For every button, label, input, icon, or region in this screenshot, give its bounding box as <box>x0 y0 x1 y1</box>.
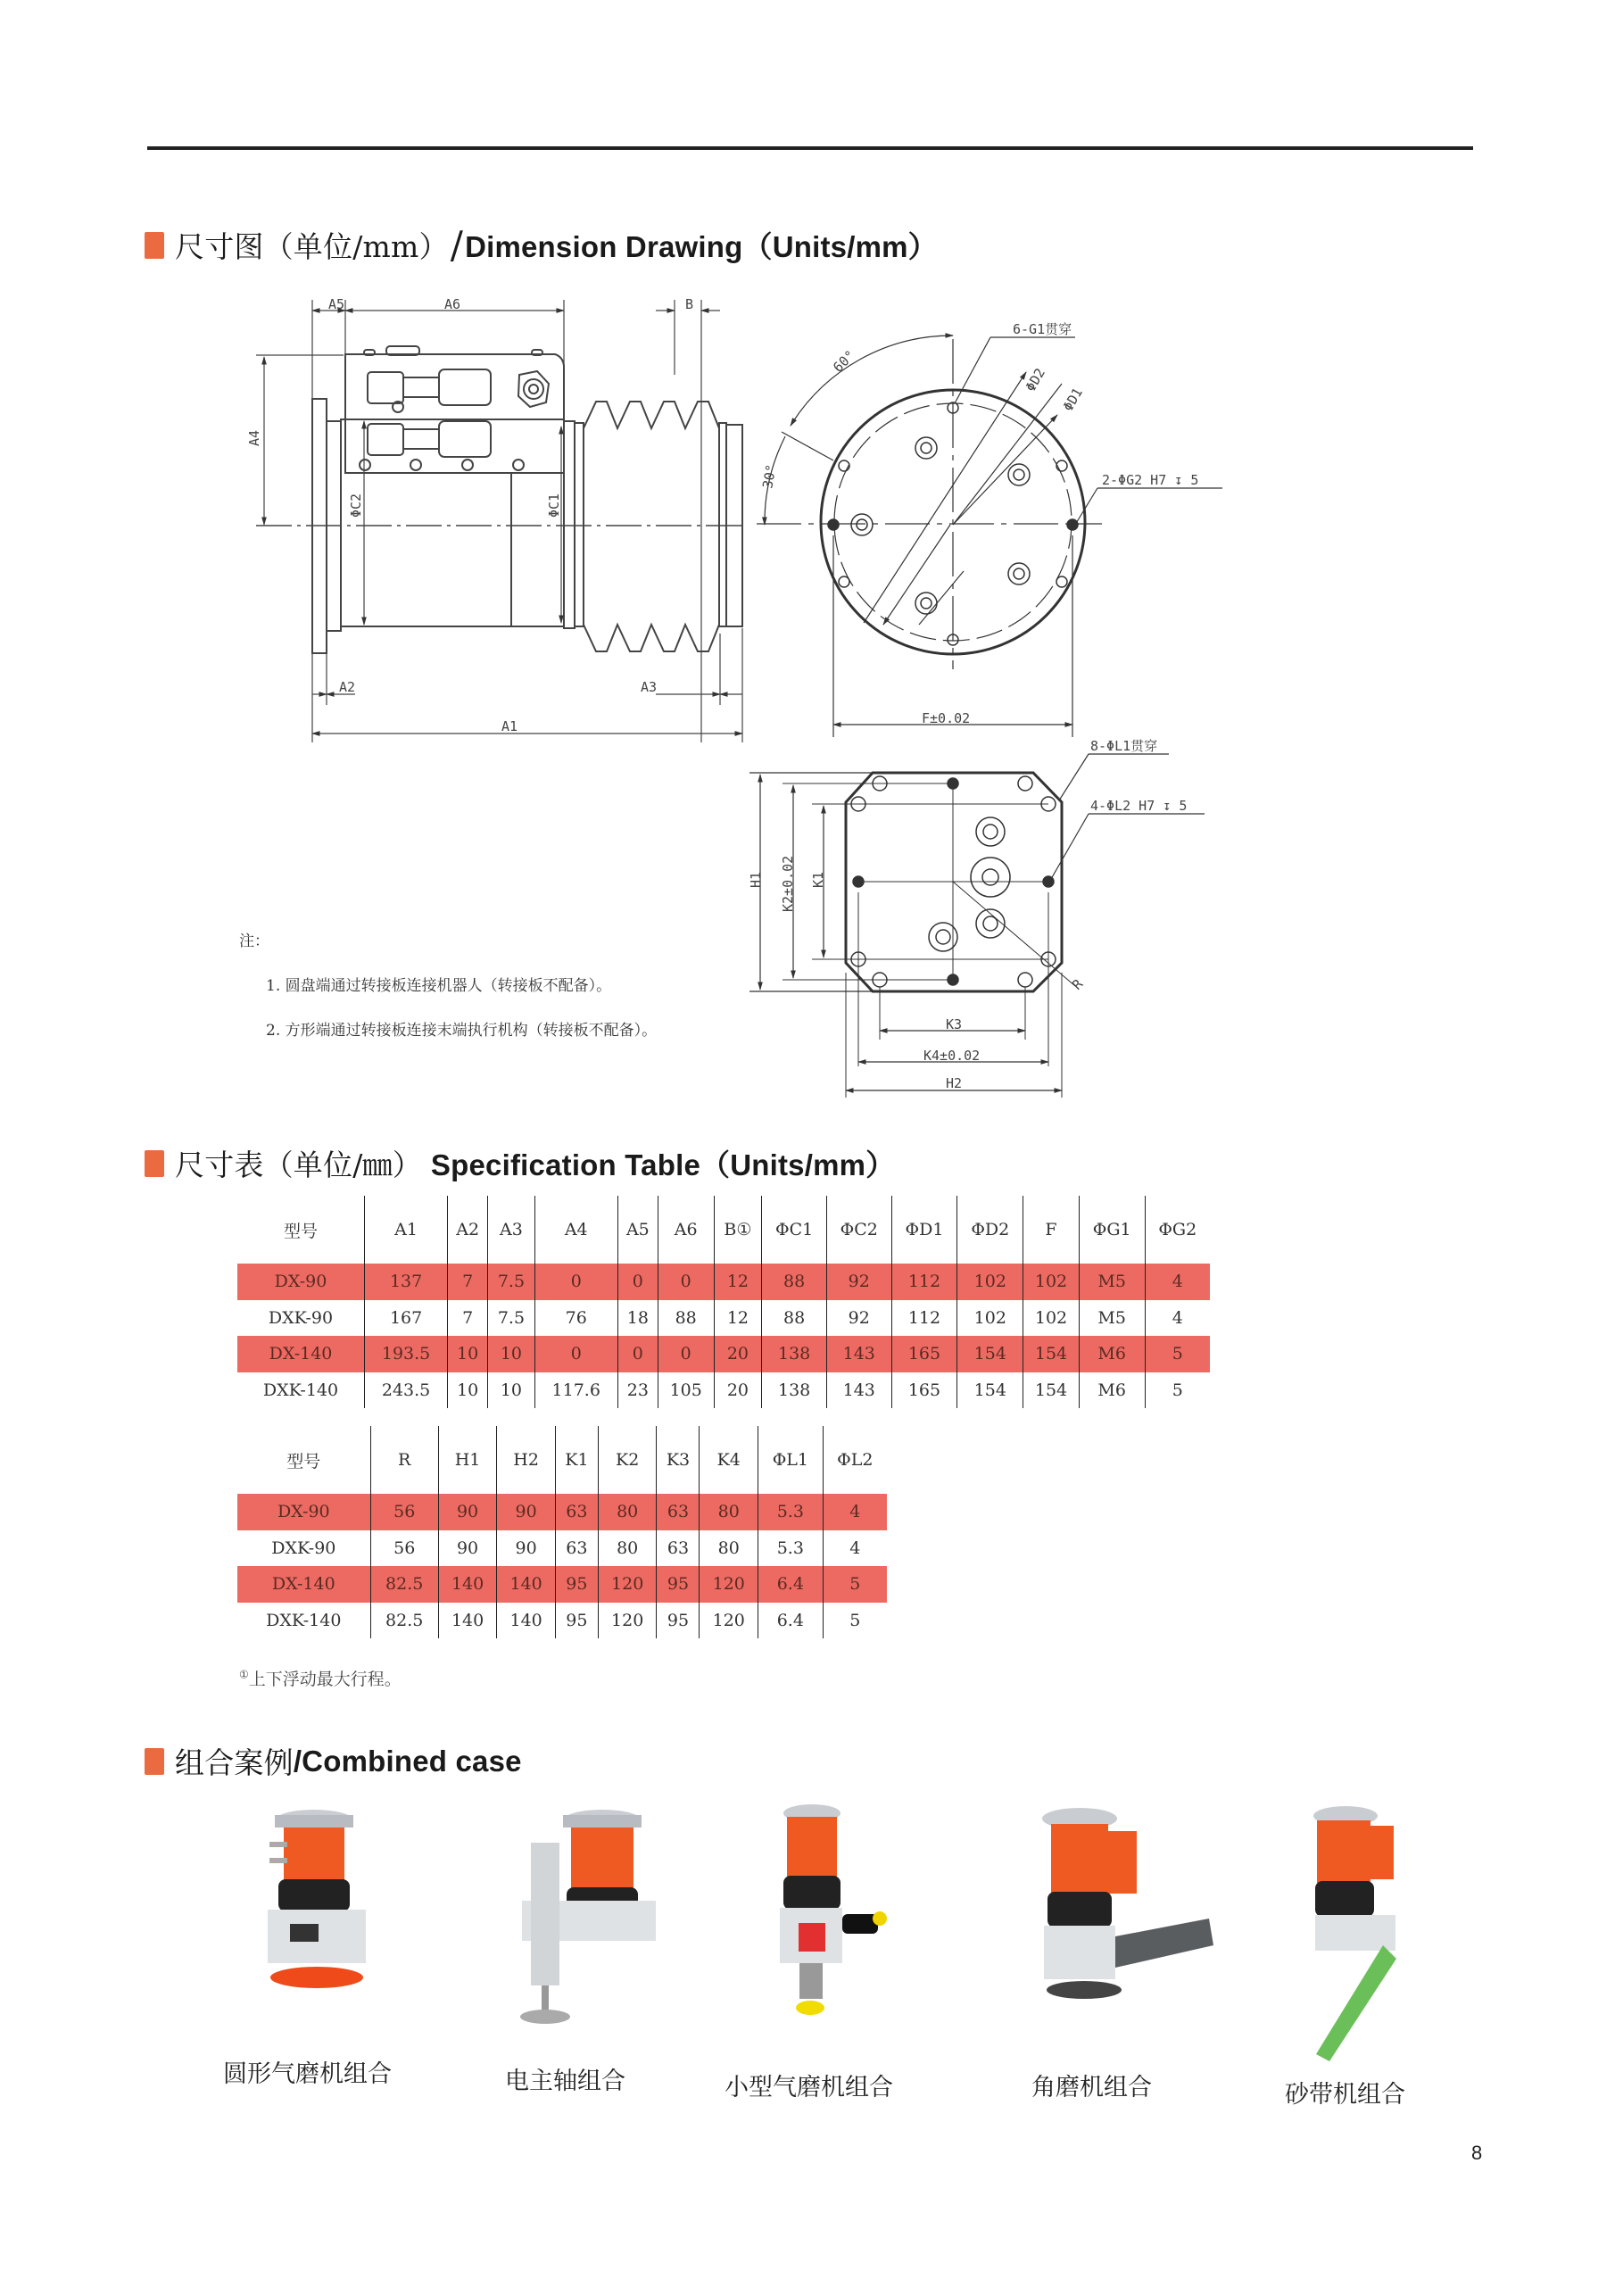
table-row: DX-140 193.5 10 10 0 0 0 20 138 143 165 154 154 M6 5 <box>237 1336 1210 1372</box>
table-row: DX-90 56 90 90 63 80 63 80 5.3 4 <box>237 1494 887 1530</box>
case-label: 角磨机组合 <box>1031 2074 1152 2101</box>
table-header-row <box>237 1426 887 1494</box>
svg-text:A4: A4 <box>246 429 262 446</box>
svg-text:A5: A5 <box>328 296 345 312</box>
svg-text:K3: K3 <box>946 1016 963 1032</box>
svg-text:A1: A1 <box>501 718 518 734</box>
notes-title: 注： <box>239 932 269 950</box>
note-item: 2. 方形端通过转接板连接末端执行机构（转接板不配备）。 <box>266 1022 658 1040</box>
table-header: ΦL2 <box>823 1426 887 1494</box>
svg-text:4-ΦL2 H7 ↧ 5: 4-ΦL2 H7 ↧ 5 <box>1090 798 1188 814</box>
case-label: 小型气磨机组合 <box>725 2074 893 2101</box>
table-header: F <box>1023 1196 1080 1264</box>
table-header: A6 <box>658 1196 714 1264</box>
svg-text:A6: A6 <box>444 296 461 312</box>
electric-spindle-combo-icon <box>520 1810 656 2024</box>
note-item: 1. 圆盘端通过转接板连接机器人（转接板不配备）。 <box>266 977 612 995</box>
case-label: 圆形气磨机组合 <box>223 2060 392 2088</box>
svg-text:K4±0.02: K4±0.02 <box>923 1048 981 1064</box>
table-row: DXK-140 243.5 10 10 117.6 23 105 20 138 143 165 154 154 M6 5 <box>237 1372 1210 1409</box>
table-header: H1 <box>438 1426 497 1494</box>
table-header: H2 <box>497 1426 556 1494</box>
small-air-grinder-combo-icon <box>780 1804 887 2015</box>
table-row: DXK-90 56 90 90 63 80 63 80 5.3 4 <box>237 1530 887 1567</box>
svg-text:K1: K1 <box>810 871 826 888</box>
table-row: DX-140 82.5 140 140 95 120 95 120 6.4 5 <box>237 1566 887 1603</box>
section-title-spec: 尺寸表（单位/㎜） Specification Table（Units/mm） <box>145 1142 895 1184</box>
svg-text:8-ΦL1贯穿: 8-ΦL1贯穿 <box>1090 738 1158 754</box>
table-header: R <box>370 1426 438 1494</box>
svg-text:30°: 30° <box>759 462 780 490</box>
round-flange-view <box>757 336 1222 737</box>
svg-text:ΦD1: ΦD1 <box>1059 385 1087 414</box>
svg-text:F±0.02: F±0.02 <box>922 710 971 726</box>
spec-table-1 <box>237 1196 1210 1408</box>
table-header: K4 <box>700 1426 758 1494</box>
table-header: K1 <box>555 1426 598 1494</box>
svg-text:ΦD2: ΦD2 <box>1022 365 1049 394</box>
table-header: ΦD2 <box>957 1196 1023 1264</box>
table-header: K3 <box>657 1426 700 1494</box>
table-header: ΦD1 <box>891 1196 957 1264</box>
table-header: 型号 <box>283 1221 318 1241</box>
table-header: ΦC2 <box>826 1196 891 1264</box>
svg-text:60°: 60° <box>830 346 858 376</box>
section-marker <box>145 1748 164 1775</box>
section-marker <box>145 1150 164 1177</box>
angle-grinder-combo-icon <box>1042 1808 1213 1999</box>
table-row: DX-90 137 7 7.5 0 0 0 12 88 92 112 102 102 M5 4 <box>237 1264 1210 1300</box>
svg-text:ΦC2: ΦC2 <box>348 493 364 518</box>
table-header: K2 <box>598 1426 657 1494</box>
page-number: 8 <box>1471 2142 1483 2164</box>
table-header: A2 <box>448 1196 488 1264</box>
table-header: B① <box>714 1196 762 1264</box>
svg-text:2-ΦG2 H7 ↧ 5: 2-ΦG2 H7 ↧ 5 <box>1102 472 1199 488</box>
svg-text:R: R <box>1069 975 1087 993</box>
case-label: 砂带机组合 <box>1285 2081 1405 2109</box>
table-header-row <box>237 1196 1210 1264</box>
table-header: A3 <box>488 1196 534 1264</box>
section-title-combined: 组合案例 /Combined case <box>145 1740 522 1782</box>
table-header: A4 <box>534 1196 617 1264</box>
svg-text:K2±0.02: K2±0.02 <box>780 855 796 912</box>
round-air-grinder-combo-icon <box>268 1810 366 1988</box>
svg-text:H2: H2 <box>946 1075 963 1091</box>
belt-sander-combo-icon <box>1313 1806 1396 2061</box>
table-row: DXK-140 82.5 140 140 95 120 95 120 6.4 5 <box>237 1603 887 1639</box>
table-footnote: ①上下浮动最大行程。 <box>239 1668 402 1689</box>
table-row: DXK-90 167 7 7.5 76 18 88 12 88 92 112 102 102 M5 4 <box>237 1300 1210 1337</box>
table-header: 型号 <box>286 1451 321 1471</box>
section-title-dimension: 尺寸图（单位/mm） / Dimension Drawing（Units/mm） <box>145 223 938 267</box>
spec-table-2 <box>237 1426 887 1638</box>
table-header: ΦG1 <box>1079 1196 1145 1264</box>
table-header: ΦC1 <box>762 1196 827 1264</box>
svg-text:B: B <box>685 296 694 312</box>
table-header: A1 <box>365 1196 448 1264</box>
table-header: A5 <box>617 1196 658 1264</box>
side-view <box>256 300 745 742</box>
svg-text:H1: H1 <box>748 871 764 888</box>
svg-text:A3: A3 <box>641 679 658 695</box>
svg-text:A2: A2 <box>339 679 356 695</box>
svg-text:6-G1贯穿: 6-G1贯穿 <box>1013 321 1072 337</box>
case-label: 电主轴组合 <box>505 2068 625 2095</box>
table-header: ΦG2 <box>1145 1196 1210 1264</box>
table-header: ΦL1 <box>758 1426 824 1494</box>
svg-text:ΦC1: ΦC1 <box>546 493 562 518</box>
